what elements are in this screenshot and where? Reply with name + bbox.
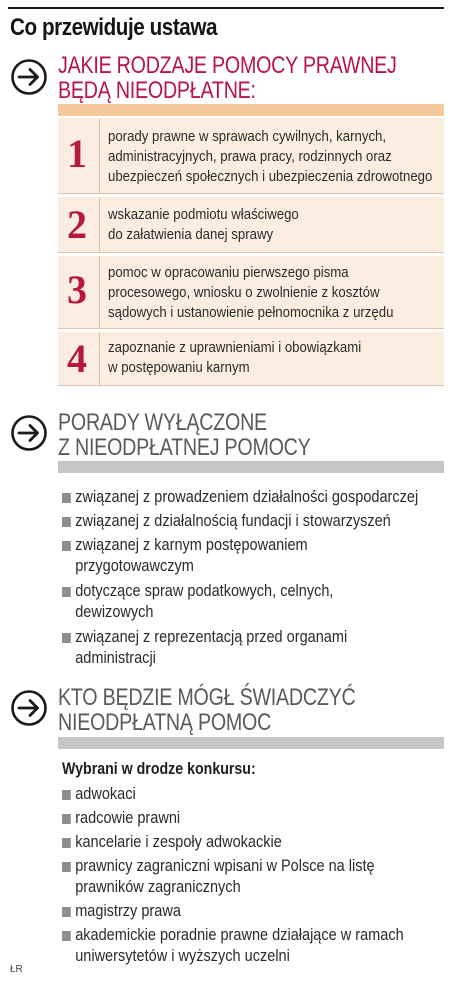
list-item-line: kancelarie i zespoły adwokackie <box>75 833 282 851</box>
section-heading-who-provides <box>58 685 355 735</box>
square-bullet-icon <box>62 633 71 643</box>
providers-list <box>62 784 442 967</box>
list-item-line: przygotowawczym <box>75 557 194 575</box>
heading-line: PORADY WYŁĄCZONE <box>58 409 267 436</box>
item-text-line: procesowego, wniosku o zwolnienie z kosztów <box>108 284 380 301</box>
list-item <box>62 535 432 577</box>
item-text-line: pomoc w opracowaniu pierwszego pisma <box>108 264 349 281</box>
list-item-line: radcowie prawni <box>75 809 181 827</box>
item-number: 2 <box>67 202 87 247</box>
list-item-line: magistrzy prawa <box>75 902 181 920</box>
square-bullet-icon <box>62 838 71 848</box>
list-item <box>62 832 432 853</box>
list-item <box>62 487 432 508</box>
square-bullet-icon <box>62 862 71 872</box>
square-bullet-icon <box>62 587 71 597</box>
item-text <box>108 263 438 323</box>
item-number: 3 <box>67 267 87 312</box>
list-item <box>62 511 432 532</box>
list-item-line: związanej z karnym postępowaniem <box>75 536 308 554</box>
circled-arrow-right-icon <box>10 58 48 96</box>
list-item-line: prawników zagranicznych <box>75 878 241 896</box>
numbered-item-1 <box>58 118 444 194</box>
list-item-line: dewizowych <box>75 603 154 621</box>
item-number: 1 <box>67 131 87 176</box>
list-item-line: związanej z reprezentacją przed organami <box>75 628 348 646</box>
item-text-line: w postępowaniu karnym <box>108 359 250 376</box>
item-text-line: zapoznanie z uprawnieniami i obowiązkami <box>108 339 362 356</box>
square-bullet-icon <box>62 931 71 941</box>
list-item <box>62 627 432 669</box>
author-credit: ŁR <box>10 964 23 975</box>
item-text-line: sądowych i ustanowienie pełnomocnika z urzędu <box>108 304 394 321</box>
item-text-line: wskazanie podmiotu właściwego <box>108 206 299 223</box>
heading-line: JAKIE RODZAJE POMOCY PRAWNEJ <box>58 52 397 79</box>
heading-line: BĘDĄ NIEODPŁATNE: <box>58 77 256 104</box>
item-text-line: do załatwienia danej sprawy <box>108 226 274 243</box>
item-number: 4 <box>67 336 87 381</box>
list-item-line: prawnicy zagraniczni wpisani w Polsce na listę <box>75 857 375 875</box>
numbered-item-2 <box>58 197 444 253</box>
page-title: Co przewiduje ustawa <box>10 14 218 41</box>
heading-line: KTO BĘDZIE MÓGŁ ŚWIADCZYĆ <box>58 684 356 711</box>
square-bullet-icon <box>62 517 71 527</box>
list-item-line: dotyczące spraw podatkowych, celnych, <box>75 582 334 600</box>
section-band <box>58 104 444 116</box>
section-band <box>58 461 444 473</box>
top-rule <box>8 7 444 9</box>
list-item-line: adwokaci <box>75 785 136 803</box>
list-item-line: administracji <box>75 649 156 667</box>
square-bullet-icon <box>62 907 71 917</box>
list-item <box>62 925 432 967</box>
excluded-advice-list <box>62 487 442 669</box>
item-text-line: ubezpieczeń społecznych i ubezpieczenia zdrowotnego <box>108 168 433 185</box>
list-item <box>62 581 432 623</box>
list-item <box>62 901 432 922</box>
list-item-line: związanej z działalnością fundacji i stowarzyszeń <box>75 512 391 530</box>
square-bullet-icon <box>62 814 71 824</box>
heading-line: NIEODPŁATNĄ POMOC <box>58 709 272 736</box>
square-bullet-icon <box>62 790 71 800</box>
numbered-item-4 <box>58 332 444 386</box>
numbered-item-3 <box>58 256 444 329</box>
section-heading-excluded-advice <box>58 410 311 460</box>
item-text-line: administracyjnych, prawa pracy, rodzinnych oraz <box>108 148 392 165</box>
section-heading-free-aid <box>58 53 397 103</box>
list-item <box>62 784 432 805</box>
list-item-line: akademickie poradnie prawne działające w ramach <box>75 926 404 944</box>
list-item <box>62 808 432 829</box>
list-item <box>62 856 432 898</box>
item-text <box>108 205 438 245</box>
list-item-line: uniwersytetów i wyższych uczelni <box>75 947 290 965</box>
square-bullet-icon <box>62 493 71 503</box>
section-band <box>58 737 444 749</box>
selection-subheading: Wybrani w drodze konkursu: <box>62 760 256 778</box>
heading-line: Z NIEODPŁATNEJ POMOCY <box>58 434 311 461</box>
item-text-line: porady prawne w sprawach cywilnych, karnych, <box>108 128 387 145</box>
list-item-line: związanej z prowadzeniem działalności gospodarczej <box>75 488 419 506</box>
square-bullet-icon <box>62 541 71 551</box>
circled-arrow-right-icon <box>10 689 48 727</box>
item-text <box>108 338 438 378</box>
circled-arrow-right-icon <box>10 414 48 452</box>
item-text <box>108 127 438 187</box>
